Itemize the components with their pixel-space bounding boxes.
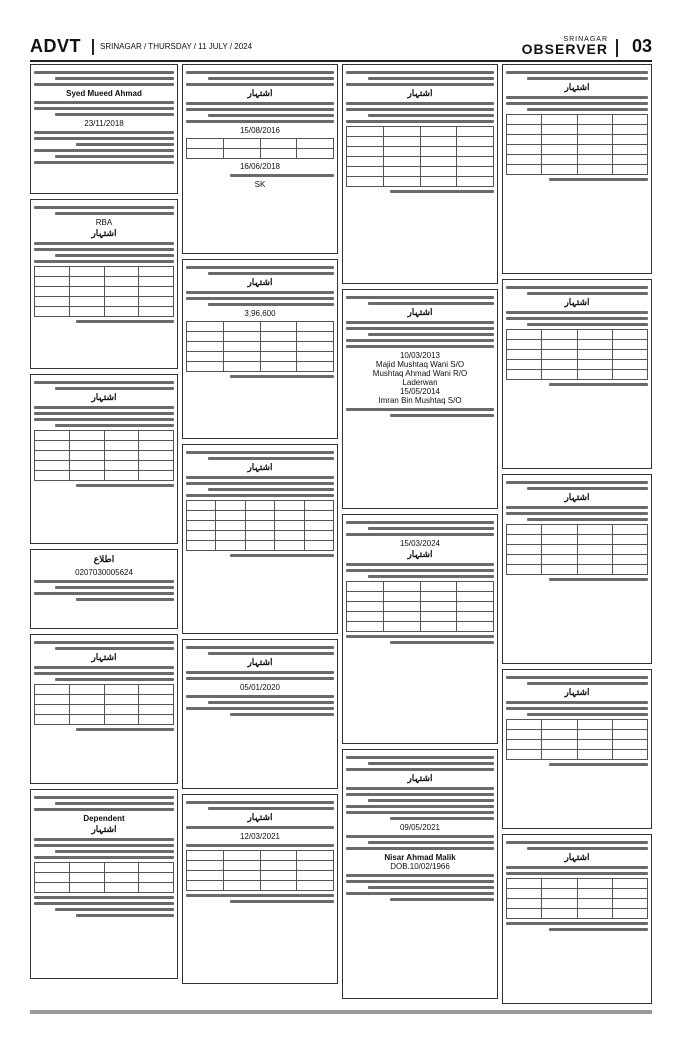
notice-name: Syed Mueed Ahmad (66, 89, 142, 98)
notice-20: اشتہار (502, 834, 652, 1004)
notice-dob: DOB.10/02/1966 (390, 862, 450, 871)
date-line: SRINAGAR / THURSDAY / 11 JULY / 2024 (100, 42, 253, 51)
column-4 (502, 64, 652, 1004)
page-header (30, 36, 652, 62)
brand-name: OBSERVER (521, 41, 608, 57)
notice-19: اشتہار (502, 669, 652, 829)
notice-name-3: Imran Bin Mushtaq S/O (378, 396, 462, 405)
notice-5: اشتہار (30, 634, 178, 784)
notice-date-2: 15/05/2014 (399, 387, 441, 396)
notice-table (186, 850, 334, 891)
notice-8: اشتہار 3,96,600 (182, 259, 338, 439)
notice-date-4: 12/03/2021 (239, 832, 281, 841)
notice-table (506, 719, 648, 760)
notice-name-1: Majid Mushtaq Wani S/O (375, 360, 465, 369)
notice-14: 15/03/2024 اشتہار (342, 514, 498, 744)
notice-9: اشتہار (182, 444, 338, 634)
notice-name-4: Nisar Ahmad Malik (384, 853, 456, 862)
column-2 (182, 64, 338, 1004)
notice-table (186, 500, 334, 551)
notice-17: اشتہار (502, 279, 652, 469)
notice-3: اشتہار (30, 374, 178, 544)
notice-date: 15/08/2016 (239, 126, 281, 135)
column-3 (342, 64, 498, 1004)
dependent-label: Dependent (83, 814, 125, 823)
rba-label: RBA (95, 218, 113, 227)
header-divider-2 (616, 39, 618, 57)
footer-rule (30, 1010, 652, 1014)
notice-4: اطلاع 0207030005624 (30, 549, 178, 629)
notice-1 (30, 64, 178, 194)
notice-date-2: 16/06/2018 (239, 162, 281, 171)
notice-phone: 0207030005624 (75, 568, 133, 577)
brand-city: SRINAGAR (563, 36, 608, 43)
notice-11: اشتہار 12/03/2021 (182, 794, 338, 984)
notice-place: Laderwan (402, 378, 438, 387)
sk-label: SK (254, 180, 266, 189)
notice-table (506, 329, 648, 380)
column-1 (30, 64, 178, 1004)
notice-10: اشتہار 05/01/2020 (182, 639, 338, 789)
section-label: ADVT (30, 36, 81, 56)
notice-amount: 3,96,600 (244, 309, 276, 318)
notice-table (34, 430, 174, 481)
notice-7: اشتہار 15/08/2016 16/06/2018 SK (182, 64, 338, 254)
notice-ref: 15/03/2024 (399, 539, 441, 548)
notice-table (34, 266, 174, 317)
notice-table (346, 126, 494, 187)
notice-13: اشتہار 10/03/2013 Majid Mushtaq Wani S/O Mushtaq Ahmad Wani R/O Laderwan 15/05/2014 Imran Bin Mushtaq S/O (342, 289, 498, 509)
notice-date-3: 05/01/2020 (239, 683, 281, 692)
notice-16: اشتہار (502, 64, 652, 274)
notice-table (186, 321, 334, 372)
notice-2: RBA اشتہار (30, 199, 178, 369)
notice-table (34, 684, 174, 725)
notice-12: اشتہار (342, 64, 498, 284)
notice-date-3: 09/05/2021 (399, 823, 441, 832)
notice-date: 23/11/2018 (84, 119, 124, 128)
notice-table (34, 862, 174, 893)
notice-table (506, 878, 648, 919)
notice-table (506, 114, 648, 175)
header-divider (92, 39, 94, 55)
notice-table (346, 581, 494, 632)
notice-6: Dependent اشتہار (30, 789, 178, 979)
notice-table (506, 524, 648, 575)
notice-name-2: Mushtaq Ahmad Wani R/O (372, 369, 468, 378)
page-number: 03 (631, 36, 652, 56)
notice-15: اشتہار 09/05/2021 Nisar Ahmad Malik DOB.10/02/1966 (342, 749, 498, 999)
newspaper-brand (522, 36, 608, 57)
notice-18: اشتہار (502, 474, 652, 664)
notice-date: 10/03/2013 (399, 351, 441, 360)
notice-table (186, 138, 334, 159)
